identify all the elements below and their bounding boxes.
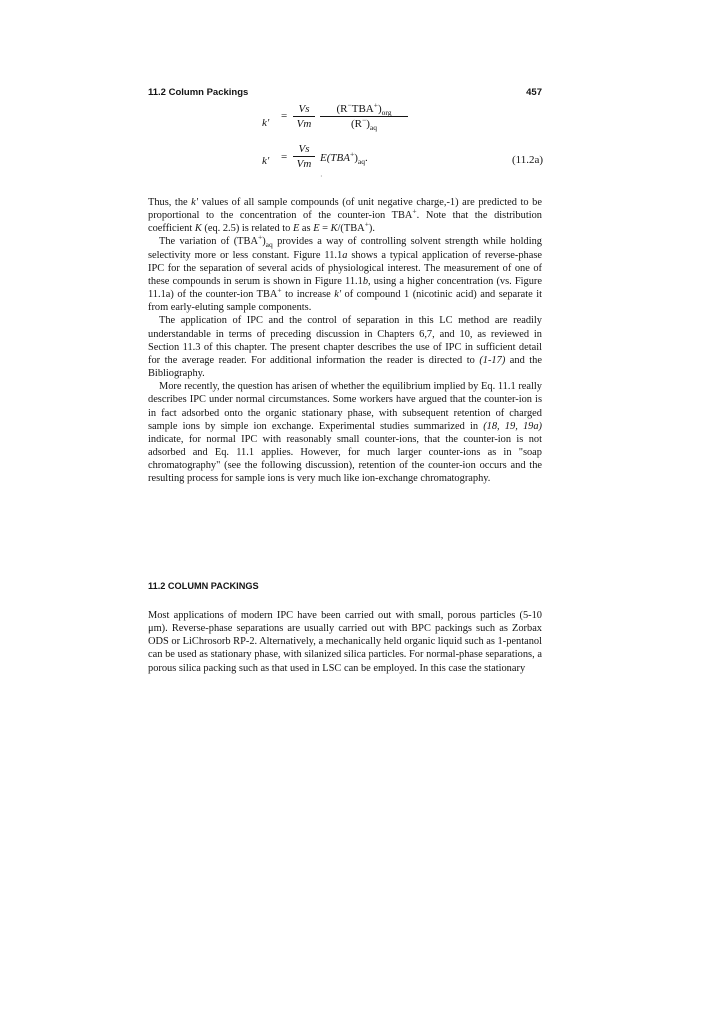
paragraph-5: Most applications of modern IPC have been carried out with small, porous particles (5-10 μm). Reverse-phase separations are usually carried out with BPC packings such as Zorbax ODS or LiChrosorb RP-2. Alternatively, a mechanically held organic liquid such as 1-pentanol can be used as stationary phase, with silanized silica particles. For normal-phase separations, a porous silica packing such as that used in LSC can be employed. In this case the stationary <box>148 610 542 674</box>
scan-speck: · <box>320 172 323 181</box>
paragraph-2: The variation of $(TBA^+)_{aq}$ provides a way of controlling solvent strength while holding selectivity more or less constant. Figure 11.1a shows a typical application of reverse-phase IPC for the separation of several acids of physiological interest. The measurement of one of these compounds in serum is shown in Figure 11.1b, using a higher concentration (vs. Figure 11.1a) of the counter-ion TBA+ to increase k' of compound 1 (nicotinic acid) and separate it from early-eluting sample components. <box>148 233 543 314</box>
eq2-fraction-num: Vs <box>298 143 310 155</box>
fraction-bar <box>293 116 315 117</box>
equation-number: (11.2a) <box>512 154 544 166</box>
running-title: 11.2 Column Packings <box>148 87 249 98</box>
eq2-fraction <box>293 143 315 170</box>
eq2-fraction-den: Vm <box>296 158 312 170</box>
eq1-fraction-concentration <box>320 100 408 133</box>
section-heading: 11.2 COLUMN PACKINGS <box>148 581 259 591</box>
body-text-upper <box>148 196 542 485</box>
eq1-fraction-num: Vs <box>298 103 310 115</box>
eq1-conc-den: $(R^-)_{aq}$ <box>351 115 377 133</box>
running-header <box>148 87 542 98</box>
eq2-equals: = <box>281 151 288 163</box>
paragraph-4: More recently, the question has arisen of whether the equilibrium implied by Eq. 11.1 really describes IPC under normal circumstances. Some workers have argued that the counter-ion is in fact adsorbed onto the organic stationary phase, with subsequent retention of charged sample ions by simple ion exchange. Experimental studies summarized in (18, 19, 19a) indicate, for normal IPC with reasonably small counter-ions, that the counter-ion is not adsorbed and Eq. 11.1 applies. However, for much larger counter-ions as in "soap chromatography" (see the following discussion), retention of the counter-ion occurs and the resulting process for sample ions is very much like ion-exchange chromatography. <box>148 381 542 485</box>
eq2-lhs: k' <box>262 155 270 167</box>
page-number: 457 <box>526 87 542 98</box>
fraction-bar <box>293 156 315 157</box>
eq1-fraction-volume <box>293 103 315 130</box>
eq2-rhs: $E(TBA^+)_{aq}$. <box>320 149 368 167</box>
body-text-lower <box>148 609 542 675</box>
eq1-lhs: k' <box>262 117 270 129</box>
paragraph-3: The application of IPC and the control of separation in this LC method are readily understandable in terms of preceding discussion in Chapters 6,7, and 10, as reviewed in Section 11.3 of this chapter. The present chapter describes the use of IPC in sufficient detail for the average reader. For additional information the reader is directed to (1-17) and the Bibliography. <box>148 315 542 380</box>
eq1-equals: = <box>281 110 288 122</box>
eq1-fraction-den: Vm <box>296 118 312 130</box>
paragraph-1: Thus, the k' values of all sample compounds (of unit negative charge,-1) are predicted to be proportional to the concentration of the counter-ion TBA+. Note that the distribution coefficient K (eq. 2.5) is related to E as E = K/(TBA+). <box>148 197 542 235</box>
eq1-conc-num: $(R^-TBA^+)_{org}$ <box>336 100 392 118</box>
